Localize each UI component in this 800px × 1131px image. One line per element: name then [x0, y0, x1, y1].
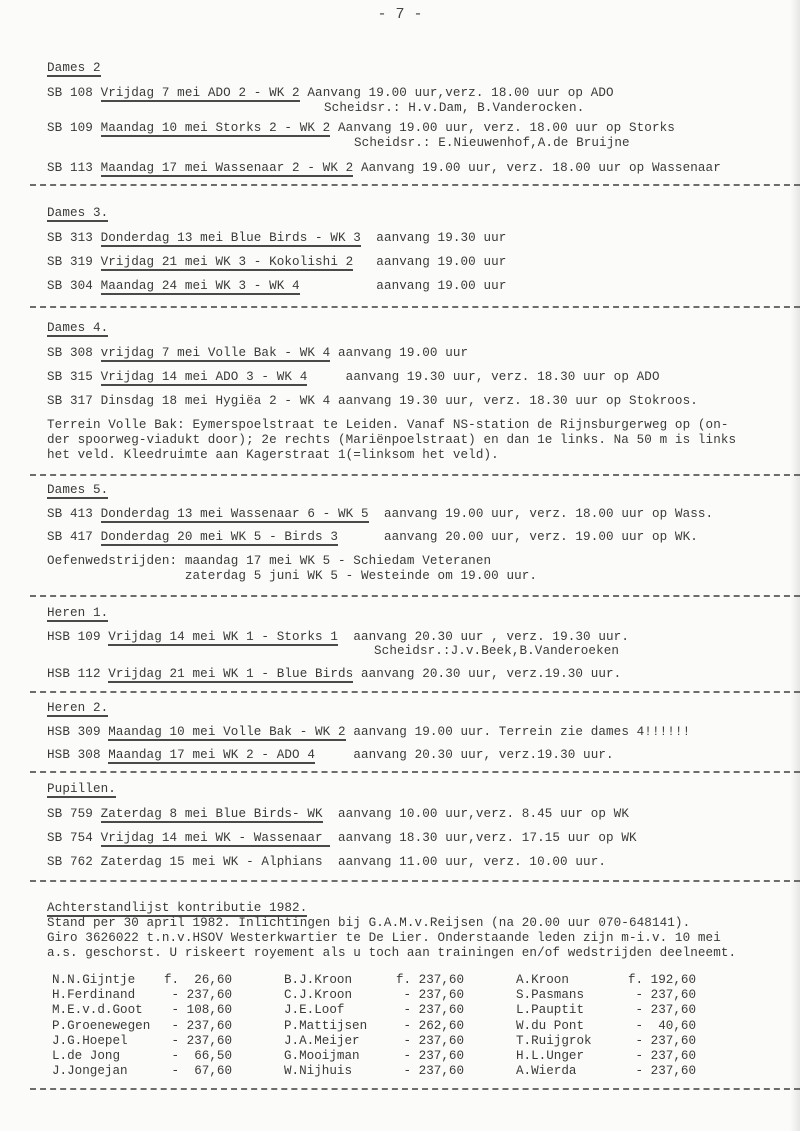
table-row — [52, 1064, 748, 1079]
dues-intro-line: a.s. geschorst. U riskeert royement als u toch aan trainingen en/of wedstrijden deelneemt. — [47, 946, 737, 960]
match-line: SB 113 Maandag 17 mei Wassenaar 2 - WK 2 Aanvang 19.00 uur, verz. 18.00 uur op Wassenaar — [47, 161, 721, 175]
member-name: H.L.Unger — [516, 1049, 585, 1064]
match-line: SB 317 Dinsdag 18 mei Hygiëa 2 - WK 4 aanvang 19.30 uur, verz. 18.30 uur op Stokroos. — [47, 394, 698, 408]
section-heading-dues: Achterstandlijst kontributie 1982. — [47, 901, 308, 915]
amount-due: f. 237,60 — [396, 973, 465, 987]
section-divider — [30, 474, 800, 476]
amount-due: - 237,60 — [628, 1064, 697, 1079]
member-name: W.du Pont — [516, 1018, 585, 1033]
amount-due: f. 26,60 — [164, 973, 233, 987]
section-divider — [30, 880, 800, 882]
match-line: HSB 308 Maandag 17 mei WK 2 - ADO 4 aanvang 20.30 uur, verz.19.30 uur. — [47, 748, 614, 762]
section-divider — [30, 184, 800, 186]
member-name: A.Wierda — [516, 1064, 577, 1079]
section-divider — [30, 771, 800, 773]
section-heading-dames5: Dames 5. — [47, 483, 109, 497]
amount-due: - 237,60 — [396, 1049, 465, 1064]
member-name: J.E.Loof — [284, 1003, 345, 1018]
section-heading-heren2: Heren 2. — [47, 701, 109, 715]
referee-line: Scheidsr.: H.v.Dam, B.Vanderocken. — [324, 101, 585, 115]
page-edge-shadow — [790, 0, 800, 1131]
amount-due: - 40,60 — [628, 1018, 697, 1033]
member-name: P.Groenewegen — [52, 1018, 151, 1033]
amount-due: - 262,60 — [396, 1018, 465, 1033]
venue-note-line: der spoorweg-viadukt door); 2e rechts (Mariënpoelstraat) en dan 1e links. Na 50 m is links — [47, 433, 737, 447]
member-name: J.Jongejan — [52, 1064, 128, 1079]
amount-due: - 237,60 — [628, 1003, 697, 1018]
member-name: T.Ruijgrok — [516, 1033, 592, 1048]
table-row — [52, 1019, 748, 1034]
venue-note-line: Terrein Volle Bak: Eymerspoelstraat te Leiden. Vanaf NS-station de Rijnsburgerweg op (on- — [47, 418, 729, 432]
member-name: P.Mattijsen — [284, 1018, 368, 1033]
match-line: SB 108 Vrijdag 7 mei ADO 2 - WK 2 Aanvang 19.00 uur,verz. 18.00 uur op ADO — [47, 86, 614, 100]
table-row — [52, 1003, 748, 1018]
match-line: SB 315 Vrijdag 14 mei ADO 3 - WK 4 aanvang 19.30 uur, verz. 18.30 uur op ADO — [47, 370, 660, 384]
section-heading-dames2: Dames 2 — [47, 61, 101, 75]
amount-due: - 237,60 — [164, 988, 233, 1003]
amount-due: - 237,60 — [628, 988, 697, 1003]
match-line: SB 759 Zaterdag 8 mei Blue Birds- WK aanvang 10.00 uur,verz. 8.45 uur op WK — [47, 807, 629, 821]
page-number: - 7 - — [377, 6, 423, 23]
section-divider — [30, 1088, 800, 1090]
match-line: SB 754 Vrijdag 14 mei WK - Wassenaar aanvang 18.30 uur,verz. 17.15 uur op WK — [47, 831, 637, 845]
member-name: J.G.Hoepel — [52, 1033, 128, 1048]
match-line: SB 308 vrijdag 7 mei Volle Bak - WK 4 aanvang 19.00 uur — [47, 346, 469, 360]
member-name: L.Pauptit — [516, 1003, 585, 1018]
section-heading-dames3: Dames 3. — [47, 206, 109, 220]
amount-due: - 67,60 — [164, 1064, 233, 1079]
match-line: SB 417 Donderdag 20 mei WK 5 - Birds 3 aanvang 20.00 uur, verz. 19.00 uur op WK. — [47, 530, 698, 544]
amount-due: - 237,60 — [164, 1018, 233, 1033]
match-line: SB 413 Donderdag 13 mei Wassenaar 6 - WK 5 aanvang 19.00 uur, verz. 18.00 uur op Wass. — [47, 507, 714, 521]
dues-intro-line: Giro 3626022 t.n.v.HSOV Westerkwartier te De Lier. Onderstaande leden zijn m-i.v. 10 mei — [47, 931, 721, 945]
referee-line: Scheidsr.: E.Nieuwenhof,A.de Bruijne — [354, 136, 630, 150]
match-line: SB 109 Maandag 10 mei Storks 2 - WK 2 Aanvang 19.00 uur, verz. 18.00 uur op Storks — [47, 121, 675, 135]
match-line: SB 762 Zaterdag 15 mei WK - Alphians aanvang 11.00 uur, verz. 10.00 uur. — [47, 855, 607, 869]
amount-due: - 237,60 — [628, 1049, 697, 1064]
section-divider — [30, 595, 800, 597]
member-name: J.A.Meijer — [284, 1033, 360, 1048]
match-line: HSB 112 Vrijdag 21 mei WK 1 - Blue Birds aanvang 20.30 uur, verz.19.30 uur. — [47, 667, 622, 681]
friendly-match-line: zaterdag 5 juni WK 5 - Westeinde om 19.00 uur. — [47, 569, 538, 583]
section-divider — [30, 306, 800, 308]
match-line: SB 319 Vrijdag 21 mei WK 3 - Kokolishi 2 aanvang 19.00 uur — [47, 255, 507, 269]
match-line: SB 313 Donderdag 13 mei Blue Birds - WK 3 aanvang 19.30 uur — [47, 231, 507, 245]
referee-line: Scheidsr.:J.v.Beek,B.Vanderoeken — [374, 644, 620, 658]
member-name: L.de Jong — [52, 1049, 121, 1064]
dues-table — [52, 973, 748, 1079]
amount-due: - 237,60 — [396, 988, 465, 1003]
amount-due: - 237,60 — [396, 1003, 465, 1018]
section-heading-dames4: Dames 4. — [47, 321, 109, 335]
member-name: B.J.Kroon — [284, 973, 353, 987]
amount-due: f. 192,60 — [628, 973, 697, 987]
table-row — [52, 1049, 748, 1064]
amount-due: - 237,60 — [628, 1033, 697, 1048]
amount-due: - 237,60 — [396, 1064, 465, 1079]
amount-due: - 237,60 — [164, 1033, 233, 1048]
member-name: W.Nijhuis — [284, 1064, 353, 1079]
member-name: M.E.v.d.Goot — [52, 1003, 143, 1018]
section-heading-pupillen: Pupillen. — [47, 782, 116, 796]
amount-due: - 237,60 — [396, 1033, 465, 1048]
member-name: H.Ferdinand — [52, 988, 136, 1003]
friendly-match-line: Oefenwedstrijden: maandag 17 mei WK 5 - Schiedam Veteranen — [47, 554, 492, 568]
match-line: HSB 109 Vrijdag 14 mei WK 1 - Storks 1 aanvang 20.30 uur , verz. 19.30 uur. — [47, 630, 629, 644]
amount-due: - 108,60 — [164, 1003, 233, 1018]
amount-due: - 66,50 — [164, 1049, 233, 1064]
table-row — [52, 988, 748, 1003]
dues-intro-line: Stand per 30 april 1982. Inlichtingen bij G.A.M.v.Reijsen (na 20.00 uur 070-648141). — [47, 916, 691, 930]
match-line: HSB 309 Maandag 10 mei Volle Bak - WK 2 aanvang 19.00 uur. Terrein zie dames 4!!!!!! — [47, 725, 691, 739]
member-name: S.Pasmans — [516, 988, 585, 1003]
table-row — [52, 973, 748, 988]
section-divider — [30, 691, 800, 693]
member-name: C.J.Kroon — [284, 988, 353, 1003]
section-heading-heren1: Heren 1. — [47, 606, 109, 620]
venue-note-line: het veld. Kleedruimte aan Kagerstraat 1(=linksom het veld). — [47, 448, 499, 462]
member-name: G.Mooijman — [284, 1049, 360, 1064]
table-row — [52, 1034, 748, 1049]
member-name: N.N.Gijntje — [52, 973, 136, 987]
match-line: SB 304 Maandag 24 mei WK 3 - WK 4 aanvang 19.00 uur — [47, 279, 507, 293]
member-name: A.Kroon — [516, 973, 569, 987]
